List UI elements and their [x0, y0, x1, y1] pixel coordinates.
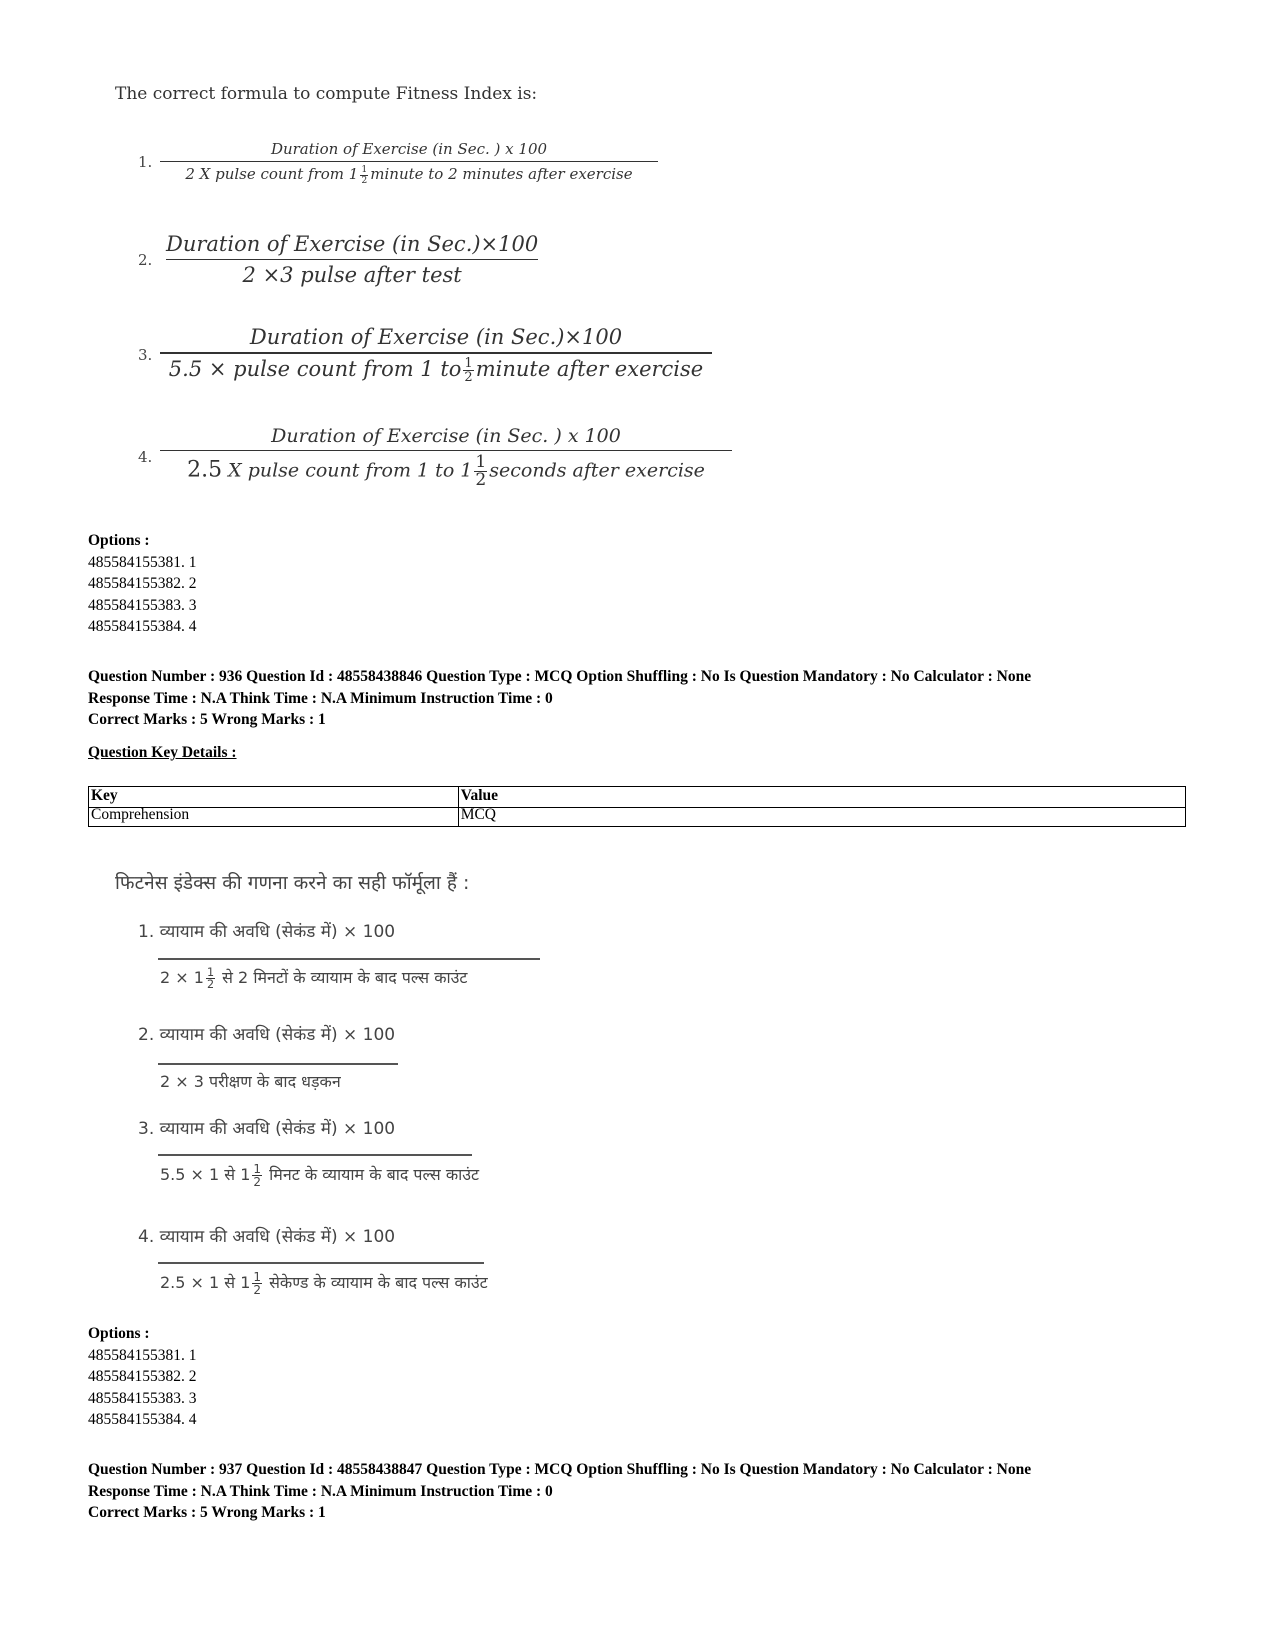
- hindi-formula-1-denominator: 2 × 1 $\frac{1}{2}$ से 2 मिनटों के व्यायाम के बाद पल्स काउंट: [160, 965, 468, 991]
- options-label: Options :: [88, 532, 150, 549]
- hindi-formula-4-denominator: 2.5 × 1 से 1 $\frac{1}{2}$ सेकेण्ड के व्यायाम के बाद पल्स काउंट: [160, 1270, 488, 1297]
- options-block: [88, 1323, 197, 1431]
- table-header-row: [89, 787, 1186, 808]
- hindi-formula-2-line: [158, 1063, 398, 1065]
- question-meta-line3: Correct Marks : 5 Wrong Marks : 1: [88, 711, 326, 728]
- option-item: 485584155381. 1: [88, 1346, 197, 1364]
- hindi-formula-4-numerator: 4. व्यायाम की अवधि (सेकंड में) × 100: [138, 1227, 396, 1247]
- key-details-table: [88, 786, 1186, 827]
- hindi-formula-1-numerator: 1. व्यायाम की अवधि (सेकंड में) × 100: [138, 922, 396, 942]
- formula-2: 2. $\frac{\text{Duration of Exercise (in Sec.)×100}}{\text{2 ×3 pulse after test}}$: [138, 232, 544, 287]
- formula-intro: The correct formula to compute Fitness Index is:: [115, 84, 538, 104]
- options-block: [88, 530, 197, 638]
- formula-numerator: Duration of Exercise (in Sec.)×100: [166, 232, 539, 256]
- hindi-formula-3-denominator: 5.5 × 1 से 1 $\frac{1}{2}$ मिनट के व्यायाम के बाद पल्स काउंट: [160, 1162, 480, 1189]
- option-item: 485584155383. 3: [88, 596, 197, 614]
- table-header-value: Value: [458, 787, 1185, 808]
- formula-numerator: Duration of Exercise (in Sec.)×100: [249, 325, 623, 349]
- hindi-formula-2-denominator: 2 × 3 परीक्षण के बाद धड़कन: [160, 1072, 341, 1091]
- question-meta-line1: Question Number : 937 Question Id : 48558438847 Question Type : MCQ Option Shuffling : No Is Question Mandatory : No Calculator : None: [88, 1461, 1032, 1478]
- question-meta-line3: Correct Marks : 5 Wrong Marks : 1: [88, 1504, 326, 1521]
- table-cell: Comprehension: [89, 808, 459, 827]
- formula-denominator: 2 ×3 pulse after test: [166, 259, 538, 287]
- option-item: 485584155382. 2: [88, 575, 197, 592]
- hindi-formula-1-line: [158, 958, 540, 960]
- table-row: [89, 808, 1186, 827]
- options-label: Options :: [88, 1325, 150, 1342]
- table-header-key: Key: [89, 787, 459, 808]
- hindi-formula-3-numerator: 3. व्यायाम की अवधि (सेकंड में) × 100: [138, 1119, 396, 1139]
- english-formula-image: [0, 0, 1275, 540]
- hindi-formula-3-line: [158, 1154, 472, 1156]
- option-item: 485584155382. 2: [88, 1368, 197, 1385]
- hindi-formula-2-numerator: 2. व्यायाम की अवधि (सेकंड में) × 100: [138, 1025, 396, 1045]
- formula-numerator: Duration of Exercise (in Sec. ) x 100: [271, 425, 621, 447]
- question-meta-line1: Question Number : 936 Question Id : 48558438846 Question Type : MCQ Option Shuffling : No Is Question Mandatory : No Calculator : None: [88, 668, 1032, 685]
- option-item: 485584155384. 4: [88, 618, 197, 635]
- formula-denominator: 5.5 × pulse count from 1 to $\frac{1}{2}$ minute after exercise: [160, 352, 712, 384]
- question-meta: [88, 666, 1031, 731]
- question-meta: [88, 1459, 1031, 1524]
- formula-1: 1. Duration of Exercise (in Sec. ) x 100 2 X pulse count from 1 $\frac{1}{2}$ minute to 2 minutes after exercise: [138, 140, 658, 185]
- option-item: 485584155381. 1: [88, 553, 197, 571]
- option-item: 485584155384. 4: [88, 1411, 197, 1428]
- key-details-label: Question Key Details :: [88, 744, 237, 761]
- option-item: 485584155383. 3: [88, 1389, 197, 1407]
- formula-denominator: 2 X pulse count from 1 $\frac{1}{2}$ minute to 2 minutes after exercise: [160, 161, 658, 185]
- question-meta-line2: Response Time : N.A Think Time : N.A Minimum Instruction Time : 0: [88, 1482, 553, 1500]
- hindi-formula-4-line: [158, 1262, 484, 1264]
- question-meta-line2: Response Time : N.A Think Time : N.A Minimum Instruction Time : 0: [88, 689, 553, 707]
- formula-intro-hindi: फिटनेस इंडेक्स की गणना करने का सही फॉर्मूला हैं :: [115, 872, 470, 894]
- formula-4: 4. Duration of Exercise (in Sec. ) x 100 2.5 X pulse count from 1 to 1 $\frac{1}{2}$ seconds after exercise: [138, 425, 732, 489]
- formula-numerator: Duration of Exercise (in Sec. ) x 100: [270, 140, 548, 158]
- table-cell: MCQ: [458, 808, 1185, 827]
- formula-denominator: 2.5 X pulse count from 1 to 1 $\frac{1}{2}$ seconds after exercise: [160, 450, 732, 489]
- formula-3: 3. Duration of Exercise (in Sec.)×100 5.5 × pulse count from 1 to $\frac{1}{2}$ minute after exercise: [138, 325, 712, 384]
